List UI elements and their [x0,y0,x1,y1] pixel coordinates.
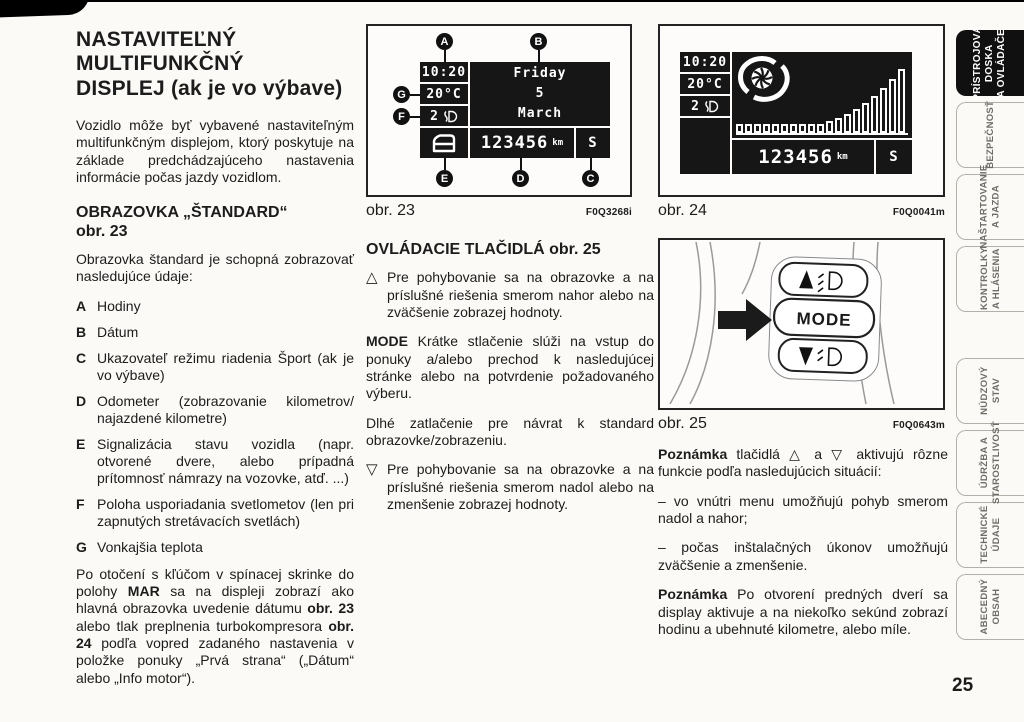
tab-label: KONTROLKY A HLÁSENIA [978,247,1002,311]
tab-pristrojova-doska-a-ovladace[interactable] [956,25,1024,101]
temperature-display: 20°C [680,74,730,94]
figure-24 [658,24,945,220]
tab-label: NÚDZOVÝ STAV [978,366,1002,416]
figure-23-frame [366,24,632,197]
scan-corner-artifact [0,0,90,18]
callout-d: D [512,170,529,187]
intro-paragraph: Vozidlo môže byť vybavené nastaviteľným multifunkčným displejom, ktorý poskytuje na základe predchádzajúceho nastavenia informácie počas jazdy vozidlom. [76,117,354,186]
headlight-level-display: 2 [420,106,468,126]
odometer-display: 123456 km [470,128,574,158]
callout-e: E [436,170,453,187]
callout-c: C [582,170,599,187]
figure-25 [658,238,945,433]
controls-heading: OVLÁDACIE TLAČIDLÁ obr. 25 [366,241,601,258]
tab-bezpecnost[interactable] [956,102,1024,168]
turbo-bar [853,109,860,133]
down-button-paragraph: ▽ Pre pohybovanie sa na obrazovke a na príslušné riešenia smerom nadol alebo na zmenšenie zobrazej hodnoty. [366,461,654,513]
door-open-cell [420,128,468,158]
list-item: G Vonkajšia teplota [76,539,203,556]
headlight-icon [441,110,458,123]
lead-paragraph: Obrazovka štandard je schopná zobrazovať nasledujúce údaje: [76,250,354,285]
figure-23-code: F0Q3268i [585,207,632,218]
turbo-pressure-panel [732,52,912,138]
scan-edge-line [0,0,1024,2]
turbo-bar [745,124,752,133]
callout-f: F [393,108,410,125]
figure-23-caption: obr. 23 [366,202,415,219]
turbo-bar [808,124,815,133]
middle-column [366,240,654,526]
turbo-bar [880,88,887,133]
list-item: B Dátum [76,323,139,340]
turbo-bar [898,69,905,133]
figure-25-code: F0Q0643m [892,420,945,431]
turbo-bar [889,79,896,133]
callout-b: B [530,33,547,50]
page-title: NASTAVITEĽNÝ MULTIFUNKČNÝ DISPLEJ (ak je vo výbave) [76,28,343,100]
list-item: C Ukazovateľ režimu riadenia Šport (ak je vo výbave) [76,349,354,383]
callout-a: A [436,33,453,50]
tab-kontrolky-a-hlasenia[interactable] [956,246,1024,312]
turbo-bar [799,124,806,133]
tab-label: NAŠTARTOVANIE A JAZDA [978,164,1002,250]
turbo-bar [844,114,851,133]
tab-nastartovanie-a-jazda[interactable] [956,164,1024,250]
turbo-bar [781,124,788,133]
time-display: 10:20 [680,52,730,72]
note-2: Poznámka Po otvorení predných dverí sa display aktivuje a na niekoľko sekúnd zobrazí hodinu a ubehnuté kilometre, alebo míle. [658,586,948,637]
headlight-down-button [778,338,867,373]
tab-label: BEZPEČNOSŤ [984,101,996,169]
figure-24-frame [658,24,945,197]
right-column [658,446,948,650]
turbo-bar [862,103,869,133]
figure-23 [366,24,632,220]
figure-25-frame [658,238,945,410]
odometer-display: 123456 km [732,140,874,174]
turbo-bar [826,121,833,133]
temperature-display: 20°C [420,84,468,104]
gear-mode-display: S [576,128,610,158]
long-press-paragraph: Dlhé zatlačenie pre návrat k standard obrazovke/zobrazeniu. [366,414,654,449]
list-item: A Hodiny [76,297,141,314]
mode-buttons-illustration [660,240,943,404]
headlight-level-display: 2 [680,96,730,116]
callout-line [410,94,420,96]
callout-line [410,116,420,118]
turbo-bar [871,96,878,133]
list-item: E Signalizácia stavu vozidla (napr. otvorené dvere, alebo prípadná prítomnosť námrazy na vozovke, atď. ...) [76,436,354,487]
time-display: 10:20 [420,62,468,82]
list-item: F Poloha usporiadania svetlometov (len pri zapnutých stretávacích svetlách) [76,496,354,530]
triangle-down-icon: ▽ [366,461,378,479]
tab-udrzba-a-starostlivost[interactable] [956,421,1024,505]
tab-label: ABECEDNÝ OBSAH [978,579,1002,635]
figure-24-caption: obr. 24 [658,202,707,219]
note-1-dash-1: – vo vnútri menu umožňujú pohyb smerom nadol a nahor; [658,492,948,527]
figure-25-caption: obr. 25 [658,415,707,432]
turbo-bars [736,61,908,135]
tab-technicke-udaje[interactable] [956,502,1024,568]
tab-abecedny-obsah[interactable] [956,574,1024,640]
pointer-arrow [718,299,772,341]
callout-line [590,158,592,170]
callout-line [444,158,446,170]
turbo-bar [835,118,842,133]
mode-paragraph: MODE Krátke stlačenie slúži na vstup do ponuky a/alebo prechod k nasledujúcej stránke alebo na potvrdenie požadovaného výberu. [366,333,654,402]
headlight-icon [702,100,719,113]
turbo-bar [763,124,770,133]
date-display: Friday 5 March [470,62,610,126]
triangle-up-icon: △ [366,269,378,287]
turbo-bar [754,124,761,133]
tab-label: ÚDRŽBA A STAROSTLIVOSŤ [978,421,1002,505]
headlight-up-button [779,262,868,297]
section-heading: OBRAZOVKA „ŠTANDARD“ obr. 23 [76,203,288,240]
turbo-bar [790,124,797,133]
door-open-icon [429,131,459,155]
list-item: D Odometer (zobrazovanie kilometrov/ najazdené kilometre) [76,392,354,426]
turbo-bar [736,124,743,133]
callout-line [520,158,522,170]
mode-button-label: MODE [796,309,852,330]
outro-paragraph: Po otočení s kľúčom v spínacej skrinke do polohy MAR sa na displeji zobrazí ako hlavná obrazovka uvedenie dátumu obr. 23 alebo tlak preplnenia turbokompresora obr. 24 podľa vopred zadaného nastavenia v položke ponuky „Prvá strana“ („Dátum“ alebo „Info motor“). [76,565,354,686]
figure-24-code: F0Q0041m [892,207,945,218]
tab-label: PRÍSTROJOVÁ DOSKA A OVLÁDAČE [972,25,1008,101]
empty-cell [680,118,730,174]
up-button-paragraph: △ Pre pohybovanie sa na obrazovke a na príslušné riešenia smerom nahor alebo na zväčšenie zobrazej hodnoty. [366,269,654,320]
callout-line [444,50,446,62]
callout-g: G [393,86,410,103]
tab-label: TECHNICKÉ ÚDAJE [978,505,1002,565]
left-column [76,28,354,699]
note-1: Poznámka tlačidlá △ a ▽ aktivujú rôzne funkcie podľa nasledujúcich situácií: [658,446,948,480]
turbo-bar [817,124,824,133]
tab-nudzovy-stav[interactable] [956,358,1024,424]
page-number: 25 [952,675,974,696]
turbo-bar [772,124,779,133]
callout-line [538,50,540,62]
section-tabs [956,25,1024,646]
note-1-dash-2: – počas inštalačných úkonov umožňujú zväčšenie a zmenšenie. [658,539,948,573]
gear-mode-display: S [876,140,912,174]
